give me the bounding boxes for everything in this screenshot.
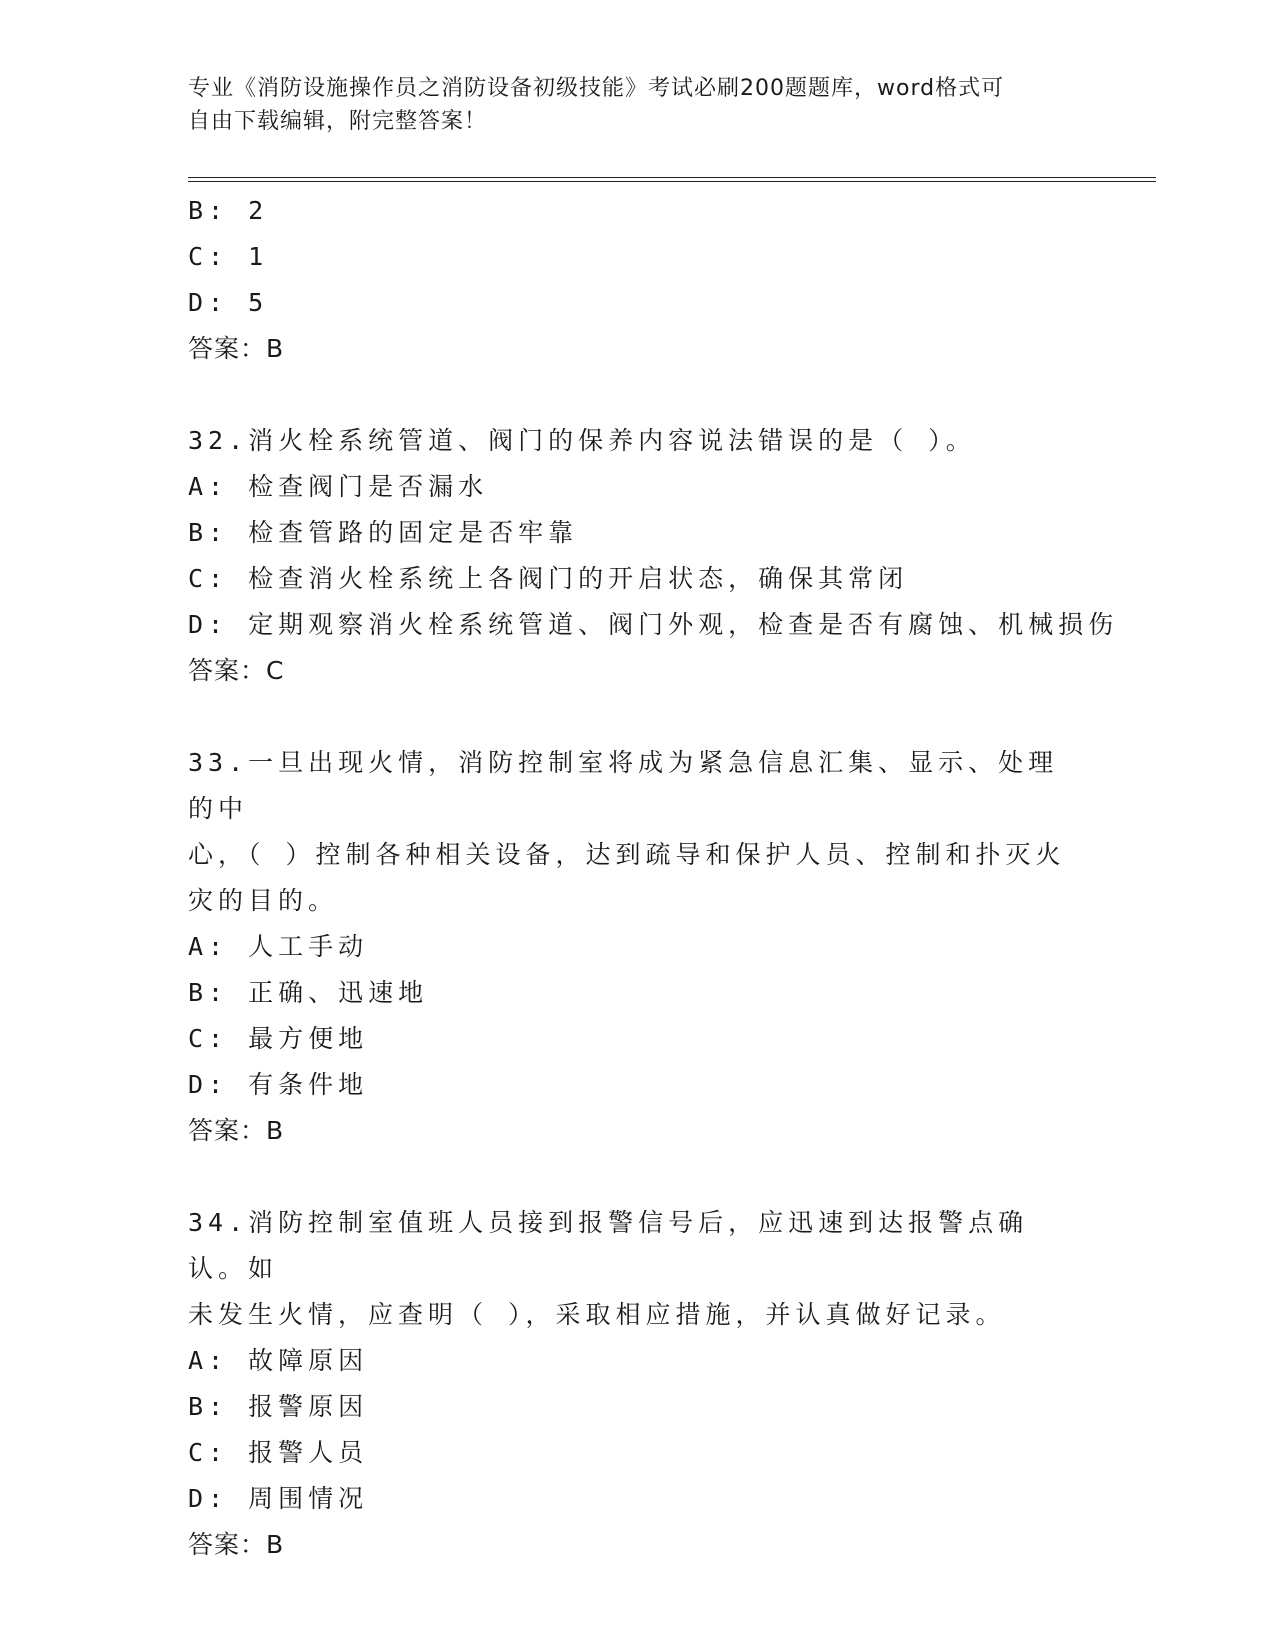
option-row [188, 280, 1088, 326]
answer-line: 答案：B [188, 1116, 285, 1145]
option-label: C: [188, 1024, 229, 1053]
option-row [188, 234, 1088, 280]
question-text: 未发生火情，应查明（ ），采取相应措施，并认真做好记录。 [188, 1300, 1006, 1329]
option-text: 周围情况 [248, 1484, 369, 1513]
option-text: 2 [248, 196, 269, 225]
option-row [188, 924, 1088, 970]
option-row [188, 602, 1119, 648]
option-label: C: [188, 1438, 229, 1467]
option-text: 检查阀门是否漏水 [248, 472, 489, 501]
option-row [188, 556, 1088, 602]
option-text: 报警人员 [248, 1438, 369, 1467]
option-text: 检查管路的固定是否牢靠 [248, 518, 579, 547]
option-row [188, 970, 1088, 1016]
question-31-tail [188, 188, 1088, 372]
question-text: 34.消防控制室值班人员接到报警信号后，应迅速到达报警点确认。如 [188, 1208, 1029, 1283]
header-divider-secondary [188, 181, 1156, 182]
option-label: B: [188, 518, 229, 547]
spacer [188, 694, 1088, 740]
option-label: A: [188, 932, 229, 961]
spacer [188, 1154, 1088, 1200]
option-label: D: [188, 288, 229, 317]
option-label: B: [188, 1392, 229, 1421]
option-row [188, 464, 1088, 510]
question-33 [188, 740, 1088, 1154]
answer-line: 答案：B [188, 334, 285, 363]
option-text: 5 [248, 288, 269, 317]
option-text: 故障原因 [248, 1346, 369, 1375]
option-label: D: [188, 610, 229, 639]
option-label: B: [188, 196, 229, 225]
option-row [188, 1430, 1088, 1476]
option-text: 检查消火栓系统上各阀门的开启状态，确保其常闭 [248, 564, 909, 593]
option-label: C: [188, 564, 229, 593]
option-text: 1 [248, 242, 269, 271]
option-row [188, 1016, 1088, 1062]
option-label: B: [188, 978, 229, 1007]
question-text: 32.消火栓系统管道、阀门的保养内容说法错误的是（ ）。 [188, 426, 976, 455]
header-line-2: 自由下载编辑，附完整答案！ [188, 109, 488, 134]
answer-line: 答案：B [188, 1530, 285, 1559]
spacer [188, 372, 1088, 418]
header-divider [188, 177, 1156, 178]
option-row [188, 1338, 1088, 1384]
question-text: 心，（ ）控制各种相关设备，达到疏导和保护人员、控制和扑灭火 [188, 840, 1066, 869]
option-label: D: [188, 1484, 229, 1513]
option-row [188, 188, 1088, 234]
option-label: D: [188, 1070, 229, 1099]
page-header [188, 72, 1068, 138]
option-label: A: [188, 1346, 229, 1375]
option-text: 报警原因 [248, 1392, 369, 1421]
header-line-1: 专业《消防设施操作员之消防设备初级技能》考试必刷200题题库，word格式可 [188, 76, 1005, 101]
option-row [188, 1062, 1088, 1108]
option-text: 定期观察消火栓系统管道、阀门外观，检查是否有腐蚀、机械损伤 [248, 610, 1119, 639]
option-text: 最方便地 [248, 1024, 369, 1053]
option-row [188, 510, 1088, 556]
option-label: C: [188, 242, 229, 271]
option-text: 有条件地 [248, 1070, 369, 1099]
answer-line: 答案：C [188, 656, 285, 685]
option-text: 人工手动 [248, 932, 369, 961]
question-text: 灾的目的。 [188, 886, 339, 915]
option-label: A: [188, 472, 229, 501]
question-32 [188, 418, 1119, 694]
question-content [188, 188, 1119, 1568]
question-34 [188, 1200, 1088, 1568]
option-text: 正确、迅速地 [248, 978, 429, 1007]
question-text: 33.一旦出现火情，消防控制室将成为紧急信息汇集、显示、处理的中 [188, 748, 1059, 823]
option-row [188, 1384, 1088, 1430]
option-row [188, 1476, 1088, 1522]
